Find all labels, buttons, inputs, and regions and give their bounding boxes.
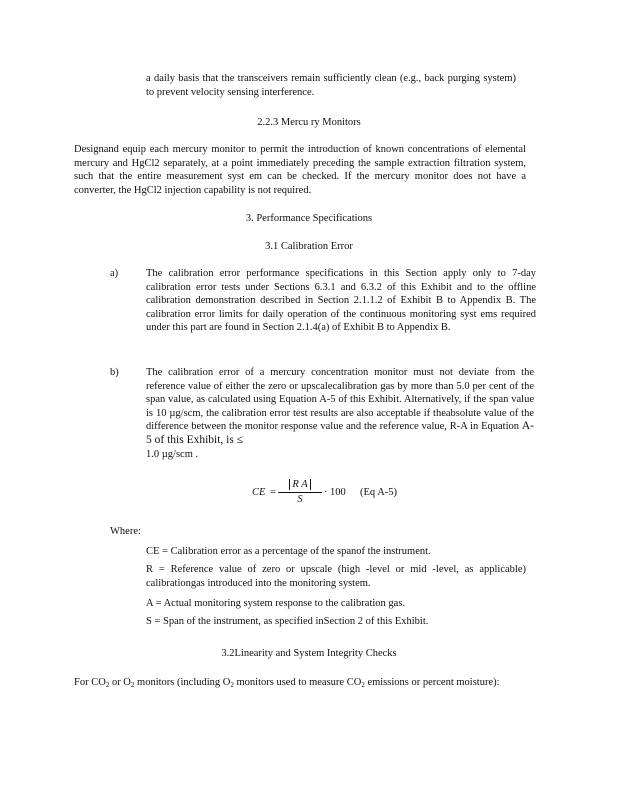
item-a-text: The calibration error performance specifications in this Section apply only to 7-day calibration error tests under Sections 6.3.1 and 6.3.2 of this Exhibit and to the offline calibration demonstration described in Section 2.1.1.2 of Exhibit B to Appendix B. The calibration error limits for daily operation of the continuous monitoring syst ems required under this part are found in Section 2.1.4(a) of Exhibit B to Appendix B.	[146, 268, 536, 334]
formula-dot: ·	[324, 487, 328, 498]
formula-denominator: S	[297, 494, 303, 505]
formula-label: (Eq A-5)	[360, 487, 398, 498]
formula-numerator	[278, 478, 322, 493]
intro-paragraph: a daily basis that the transceivers remain sufficiently clean (e.g., back purging system) to prevent velocity sensing interference.	[146, 73, 516, 98]
formula-equals: =	[270, 487, 276, 498]
final-para-part: or O	[111, 677, 131, 688]
equation-a5	[248, 478, 448, 512]
definition-a: A = Actual monitoring system response to the calibration gas.	[146, 598, 406, 609]
item-b-body: The calibration error of a mercury concentration monitor must not deviate from the reference value of either the zero or upscalecalibration gas by more than 5.0 per cent of the span value, as calculated using Equation A-5 of this Exhibit. Alternatively, if the span value is 10 µg/scm, the calibration error test results are also acceptable if theabsolute value of the difference between the monitor response value and the reference value, R-A in Equation	[146, 367, 534, 433]
item-b-label: b)	[110, 367, 119, 378]
heading-calibration-error: 3.1 Calibration Error	[265, 241, 353, 252]
final-para-part: monitors (including O	[137, 677, 231, 688]
heading-mercury-monitors: 2.2.3 Mercu ry Monitors	[257, 117, 361, 128]
heading-linearity: 3.2Linearity and System Integrity Checks	[221, 648, 397, 659]
formula-factor: 100	[330, 487, 346, 498]
final-para-sub: 2	[105, 681, 110, 689]
definition-ce: CE = Calibration error as a percentage of the spanof the instrument.	[146, 546, 431, 557]
formula-fraction	[278, 478, 322, 507]
mercury-paragraph: Designand equip each mercury monitor to permit the introduction of known concentrations of elemental mercury and HgCl2 separately, at a point immediately preceding the sample extraction filtration system, such that the entire measurement syst em can be checked. If the mercury monitor does not have a converter, the HgCl2 injection capability is not required.	[74, 144, 526, 196]
where-label: Where:	[110, 526, 141, 537]
item-b-text	[146, 366, 534, 461]
final-paragraph	[74, 676, 502, 693]
heading-performance-specifications: 3. Performance Specifications	[245, 213, 373, 224]
final-para-sub: 2	[361, 681, 365, 689]
final-para-part: emissions or percent moisture):	[367, 677, 500, 688]
final-para-sub: 2	[130, 681, 135, 689]
final-para-part: monitors used to measure CO	[236, 677, 362, 688]
formula-numerator-text: R A	[289, 479, 310, 490]
definition-s: S = Span of the instrument, as specified inSection 2 of this Exhibit.	[146, 616, 429, 627]
definition-r: R = Reference value of zero or upscale (high -level or mid -level, as applicable) calibrationgas introduced into the monitoring system.	[146, 564, 526, 589]
item-a-label: a)	[110, 268, 119, 279]
final-para-part: For CO	[74, 677, 106, 688]
formula-lhs: CE	[252, 487, 266, 498]
final-para-sub: 2	[230, 681, 234, 689]
item-b-tail: A-5 of this Exhibit, is ≤	[146, 420, 535, 446]
item-b-last-line: 1.0 µg/scm .	[146, 448, 199, 460]
